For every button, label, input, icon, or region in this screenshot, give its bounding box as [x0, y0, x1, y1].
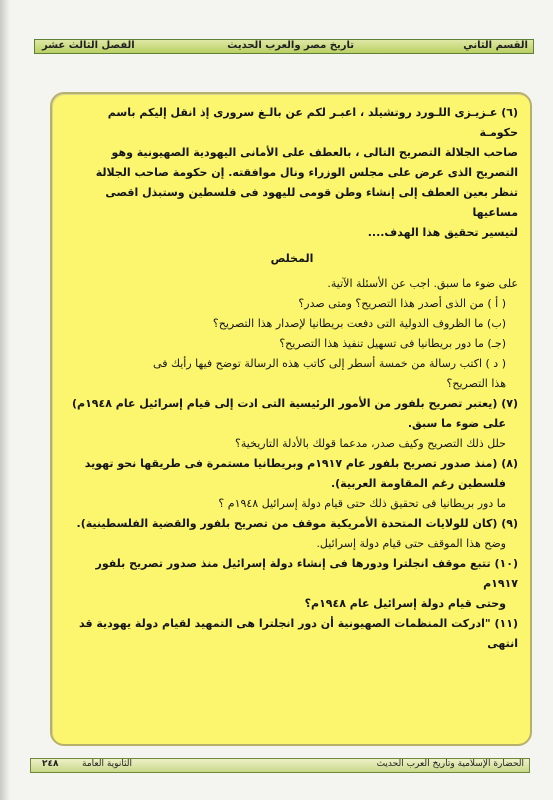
footer-book: الحضارة الإسلامية وتاريخ العرب الحديث	[376, 759, 524, 769]
q6-line-3: التصريح الذى عرض على مجلس الوزراء ونال موافقته. إن حكومة صاحب الجلالة	[95, 166, 518, 179]
q6-sub-c: (جـ) ما دور بريطانيا فى تسهيل تنفيذ هذا التصريح؟	[279, 337, 506, 350]
page-footer	[30, 754, 530, 778]
q7-sub: حلل ذلك التصريح وكيف صدر، مدعما قولك بالأدلة التاريخية؟	[235, 437, 506, 450]
q8-line-1: (٨) (منذ صدور تصريح بلفور عام ١٩١٧م وبريطانيا مستمرة فى طريقها نحو تهويد	[84, 457, 518, 470]
binding-shadow	[0, 0, 10, 800]
q6-line-1: (٦) عـزيـزى اللـورد روتشيلد ، اعبـر لكم عن بالـغ سرورى إذ انقل إليكم باسم حكومـة	[107, 106, 518, 139]
page-header	[34, 35, 534, 57]
q6-line-4: تنظر بعين العطف إلى إنشاء وطن قومى لليهود فى فلسطين وستبذل اقصى مساعيها	[105, 186, 518, 219]
q6-sub-b: (ب) ما الظروف الدولية التى دفعت بريطانيا لإصدار هذا التصريح؟	[212, 317, 506, 330]
q6-line-2: صاحب الجلالة التصريح التالى ، بالعطف على الأمانى اليهودية الصهيونية وهو	[111, 146, 518, 159]
footer-series: الثانوية العامة	[82, 759, 133, 769]
q11-line: (١١) "ادركت المنظمات الصهيونية أن دور انجلترا هى التمهيد لقيام دولة يهودية قد انتهى	[78, 617, 518, 650]
q6-sub-d-2: هذا التصريح؟	[446, 377, 506, 390]
question-6-quote	[66, 103, 518, 243]
q6-sub-d-1: ( د ) اكتب رسالة من خمسة أسطر إلى كاتب هذه الرسالة توضح فيها رأيك فى	[153, 357, 506, 370]
q7-line-1: (٧) (يعتبر تصريح بلفور من الأمور الرئيسية التى ادت إلى قيام إسرائيل عام ١٩٤٨م)	[71, 397, 518, 410]
q10-line-1: (١٠) تتبع موقف انجلترا ودورها فى إنشاء دولة إسرائيل منذ صدور تصريح بلفور ١٩١٧م	[95, 557, 518, 590]
header-section: القسم الثاني	[463, 40, 528, 51]
signature: المخلص	[270, 252, 314, 265]
q9-sub: وضح هذا الموقف حتى قيام دولة إسرائيل.	[316, 537, 506, 550]
q8-sub: ما دور بريطانيا فى تحقيق ذلك حتى قيام دولة إسرائيل ١٩٤٨م ؟	[218, 497, 506, 510]
questions-content	[66, 103, 518, 654]
q8-line-2: فلسطين رغم المقاومة العربية).	[330, 477, 506, 490]
page-number: ٢٤٨	[42, 759, 59, 769]
q7-line-2: على ضوء ما سبق.	[407, 417, 506, 430]
q6-sub-a: ( أ ) من الذى أصدر هذا التصريح؟ ومتى صدر؟	[298, 297, 506, 310]
header-chapter: الفصل الثالث عشر	[42, 40, 135, 51]
q6-intro: على ضوء ما سبق. اجب عن الأسئلة الآتية.	[327, 277, 518, 290]
header-book-title: تاريخ مصر والعرب الحديث	[227, 40, 354, 51]
q6-line-5: لتيسير تحقيق هذا الهدف....	[367, 226, 518, 239]
q10-line-2: وحتى قيام دولة إسرائيل عام ١٩٤٨م؟	[304, 597, 506, 610]
q9-line: (٩) (كان للولايات المتحدة الأمريكية موقف من تصريح بلفور والقضية الفلسطينية).	[76, 517, 518, 530]
